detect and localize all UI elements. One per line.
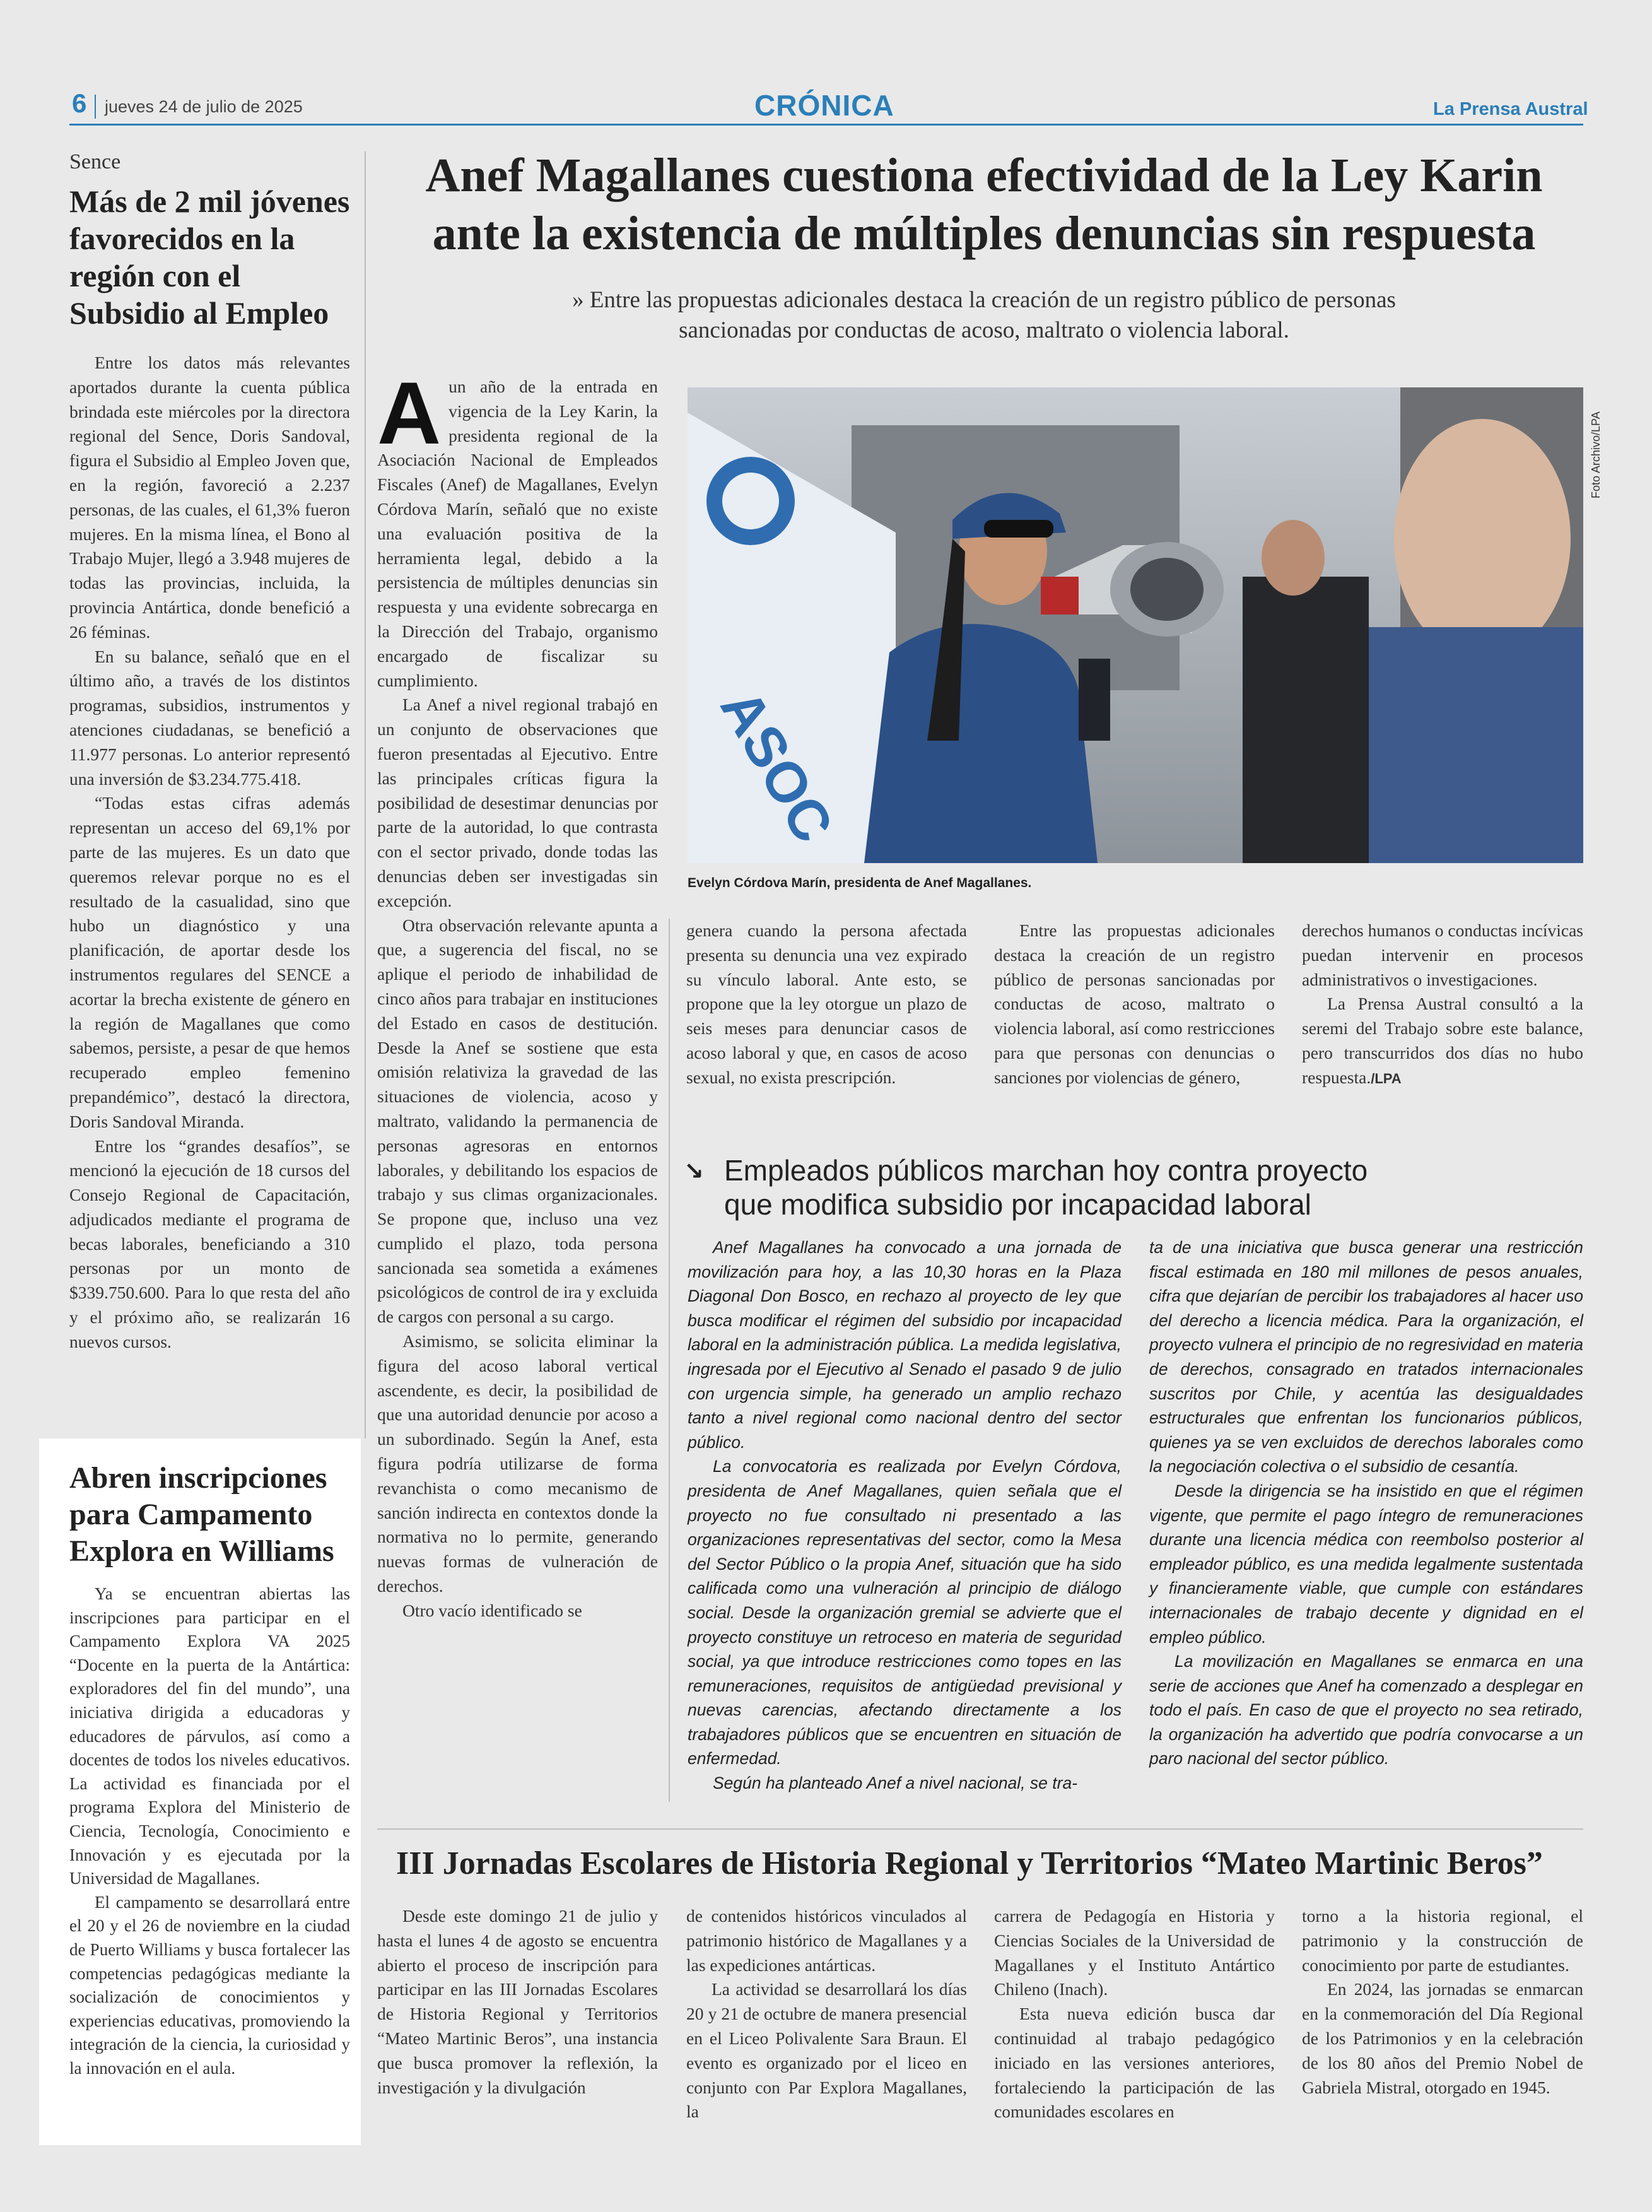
main-article-col1 (377, 363, 658, 1623)
article-photo (688, 387, 1583, 863)
issue-date: jueves 24 de julio de 2025 (105, 97, 303, 116)
column-divider (365, 151, 366, 1438)
sidebar-col2 (1149, 1235, 1583, 1771)
jornadas-col1 (377, 1904, 658, 2100)
paragraph: Asimismo, se solicita eliminar la figura del acoso laboral vertical ascendente, es decir, la posibilidad de que una autoridad denuncie por acoso a un subordinado. Según la Anef, esta figura podría utilizarse de forma revanchista o como mecanismo de sanción indirecta en contextos donde la normativa no lo permite, generando nuevas formas de vulneración de derechos. (377, 1331, 658, 1596)
column-divider (669, 919, 670, 1802)
paragraph: torno a la historia regional, el patrimonio y la construcción de conocimiento por parte de estudiantes. (1302, 1906, 1583, 1975)
lead-text: un año de la entrada en vigencia de la Ley Karin, la presidenta regional de la Asociación Nacional de Empleados Fiscales (Anef) de Magallanes, Evelyn Córdova Marín, señaló que no existe una evaluación positiva de la herramienta legal, debido a la persistencia de múltiples denuncias sin respuesta y una evidente sobrecarga en la Dirección del Trabajo, organismo encargado de fiscalizar su cumplimiento. (377, 377, 658, 690)
photo-caption: Evelyn Córdova Marín, presidenta de Anef Magallanes. (688, 876, 1032, 890)
paragraph: Entre las propuestas adicionales destaca la creación de un registro público de personas sancionadas por conductas de acoso, maltrato o violencia laboral, así como restricciones para que personas con denuncias o sanciones por violencias de género, (994, 921, 1275, 1087)
photo-credit: Foto Archivo/LPA (1590, 411, 1602, 498)
arrow-icon: ↘ (684, 1157, 704, 1185)
paragraph: La convocatoria es realizada por Evelyn Córdova, presidenta de Anef Magallanes, quien señala que el proyecto no fue consultado ni presentado a las organizaciones representativas del sector, como la Mesa del Sector Público o la propia Anef, situación que ha sido calificada como una vulneración al principio de diálogo social. Desde la organización gremial se advierte que el proyecto constituye un retroceso en materia de seguridad social, ya que introduce restricciones como topes en las remuneraciones, requisitos de antigüedad previsional y nuevas carencias, afectando directamente a los trabajadores públicos que se encuentren en situación de enfermedad. (688, 1457, 1122, 1768)
sidebar-headline: Empleados públicos marchan hoy contra proyecto que modifica subsidio por incapacidad laboral (724, 1154, 1368, 1221)
jornadas-col4 (1302, 1904, 1583, 2100)
paragraph: La movilización en Magallanes se enmarca en una serie de acciones que Anef ha comenzado a desplegar en todo el país. En caso de que el proyecto no sea retirado, la organización ha advertido que podría convocarse a un paro nacional del sector público. (1149, 1652, 1583, 1768)
paragraph: Otro vacío identificado se (402, 1600, 582, 1620)
main-article-col2 (686, 919, 967, 1090)
explora-body (69, 1582, 350, 2080)
paragraph: genera cuando la persona afectada presenta su denuncia una vez expirado su vínculo laboral. Ante esto, se propone que la ley otorgue un plazo de seis meses para denunciar casos de acoso laboral y que, en casos de acoso sexual, no exista prescripción. (686, 921, 967, 1087)
paragraph: Desde la dirigencia se ha insistido en que el régimen vigente, que permite el pago íntegro de remuneraciones durante una licencia médica con reembolso posterior al empleador público, es una medida legalmente sustentada y financieramente viable, que cumple con estándares internacionales de trabajo decente y dignidad en el empleo público. (1149, 1481, 1583, 1647)
newspaper-brand: La Prensa Austral (1433, 99, 1588, 119)
paragraph: Otra observación relevante apunta a que, a sugerencia del fiscal, no se aplique el periodo de inhabilidad de cinco años para trabajar en instituciones del Estado en casos de destitución. Desde la Anef se sostiene que esta omisión relativiza la gravedad de las situaciones de violencia, acoso y maltrato, validando la permanencia de personas agresoras en entornos laborales, y debilitando los espacios de trabajo y sus climas organizacionales. Se propone que, incluso una vez cumplido el plazo, toda persona sancionada sea sometida a exámenes psicológicos de control de ira y excluida de cargos con personal a su cargo. (377, 915, 658, 1327)
paragraph: En 2024, las jornadas se enmarcan en la conmemoración del Día Regional de los Patrimonios y en la celebración de los 80 años del Premio Nobel de Gabriela Mistral, otorgado en 1945. (1302, 1979, 1583, 2097)
header-rule (69, 124, 1583, 126)
jornadas-col3 (994, 1904, 1275, 2124)
paragraph: ta de una iniciativa que busca generar una restricción fiscal estimada en 180 mil millones de pesos anuales, cifra que dejarían de percibir los trabajadores al hacer uso del derecho a licencia médica. Para la organización, el proyecto vulnera el principio de no regresividad en materia de derechos, consagrado en tratados internacionales suscritos por Chile, y acentúa las desigualdades estructurales que enfrentan los funcionarios públicos, quienes ya se ven excluidos de derechos laborales como la negociación colectiva o el subsidio de cesantía. (1149, 1238, 1583, 1476)
sence-headline: Más de 2 mil jóvenes favorecidos en la región con el Subsidio al Empleo (69, 184, 350, 331)
main-article-col4 (1302, 919, 1583, 1091)
paragraph: Entre los “grandes desafíos”, se mencionó la ejecución de 18 cursos del Consejo Regional de Capacitación, adjudicados mediante el programa de becas laborales, beneficiando a 310 personas por un monto de $339.750.600. Para lo que resta del año y el próximo año, se realizarán 16 nuevos cursos. (69, 1136, 350, 1351)
protest-photo-illustration (688, 387, 1583, 863)
paragraph: Desde este domingo 21 de julio y hasta el lunes 4 de agosto se encuentra abierto el proceso de inscripción para participar en las III Jornadas Escolares de Historia Regional y Territorios “Mateo Martinic Beros”, una instancia que busca promover la reflexión, la investigación y la divulgación (377, 1906, 658, 2097)
paragraph: La Anef a nivel regional trabajó en un conjunto de observaciones que fueron presentadas al Ejecutivo. Entre las principales críticas figura la posibilidad de desestimar denuncias por parte de la autoridad, lo que contrasta con el sector privado, donde todas las denuncias deben ser investigadas sin excepción. (377, 695, 658, 910)
sidebar-col1 (688, 1235, 1122, 1796)
paragraph: Según ha planteado Anef a nivel nacional, se tra- (713, 1774, 1078, 1793)
jornadas-headline: III Jornadas Escolares de Historia Regional y Territorios “Mateo Martinic Beros” (396, 1845, 1543, 1881)
paragraph: En su balance, señaló que en el último año, a través de los distintos programas, subsidios, instrumentos y atenciones ciudadanas, se benefició a 11.977 personas. Lo anterior representó una inversión de $3.234.775.418. (69, 646, 350, 789)
paragraph: Ya se encuentran abiertas las inscripciones para participar en el Campamento Explora VA 2025 “Docente en la puerta de la Antártica: exploradores del fin del mundo”, una iniciativa dirigida a educadoras y educadores de párvulos, así como a docentes de todos los niveles educativos. La actividad es financiada por el programa Explora del Ministerio de Ciencia, Tecnología, Conocimiento e Innovación y es ejecutada por la Universidad de Magallanes. (69, 1584, 350, 1888)
paragraph (1302, 992, 1583, 1091)
paragraph: Esta nueva edición busca dar continuidad al trabajo pedagógico iniciado en las versiones anteriores, fortaleciendo la participación de las comunidades escolares en (994, 2004, 1275, 2122)
drop-cap: A (377, 363, 442, 462)
header-divider (95, 95, 96, 119)
main-article-col3 (994, 919, 1275, 1090)
sence-body (69, 351, 350, 1355)
closing-text: La Prensa Austral consultó a la seremi del Trabajo sobre este balance, pero transcurridos dos días no hubo respuesta. (1302, 994, 1583, 1087)
paragraph: Anef Magallanes ha convocado a una jornada de movilización para hoy, a las 10,30 horas en la Plaza Diagonal Don Bosco, en rechazo al proyecto de ley que busca modificar el régimen del subsidio por incapacidad laboral en la administración pública. La medida legislativa, ingresada por el Ejecutivo al Senado el pasado 9 de julio con urgencia simple, ha generado un amplio rechazo tanto a nivel regional como nacional dentro del sector público. (688, 1238, 1122, 1452)
sence-kicker: Sence (69, 150, 121, 174)
paragraph (377, 363, 658, 693)
main-headline: Anef Magallanes cuestiona efectividad de la Ley Karin ante la existencia de múltiples denuncias sin respuesta (425, 149, 1543, 260)
paragraph: El campamento se desarrollará entre el 20 y el 26 de noviembre en la ciudad de Puerto Williams y busca fortalecer las competencias pedagógicas mediante la socialización de conocimientos y experiencias educativas, promoviendo la integración de la ciencia, la curiosidad y la innovación en el aula. (69, 1892, 350, 2078)
section-divider (377, 1828, 1583, 1830)
paragraph: de contenidos históricos vinculados al patrimonio histórico de Magallanes y a las expediciones antárticas. (686, 1906, 967, 1975)
main-deck: » Entre las propuestas adicionales destaca la creación de un registro público de personas sancionadas por conductas de acoso, maltrato o violencia laboral. (572, 287, 1396, 343)
section-name: CRÓNICA (754, 89, 894, 122)
paragraph: carrera de Pedagogía en Historia y Ciencias Sociales de la Universidad de Magallanes y el Instituto Antártico Chileno (Inach). (994, 1906, 1275, 1999)
paragraph: Entre los datos más relevantes aportados durante la cuenta pública brindada este miércoles por la directora regional del Sence, Doris Sandoval, figura el Subsidio al Empleo Joven que, en la región, favoreció a 2.237 personas, de las cuales, el 61,3% fueron mujeres. En la misma línea, el Bono al Trabajo Mujer, llegó a 3.948 mujeres de todas las provincias, incluida, la provincia Antártica, donde benefició a 26 féminas. (69, 353, 350, 642)
signoff: /LPA (1371, 1070, 1402, 1086)
jornadas-col2 (686, 1904, 967, 2124)
svg-text:ASOC: ASOC (708, 679, 845, 853)
page-number: 6 (72, 88, 87, 118)
paragraph: “Todas estas cifras además representan un acceso del 69,1% por parte de las mujeres. Es un dato que queremos relevar porque no es el resultado de la casualidad, sino que hubo un diagnóstico y una planificación, de aportar desde los instrumentos regulares del SENCE a acortar la brecha existente de género en la región de Magallanes que como sabemos, persiste, a pesar de que hemos recuperado empleo femenino prepandémico”, destacó la directora, Doris Sandoval Miranda. (69, 793, 350, 1131)
explora-box (39, 1438, 361, 2145)
explora-headline: Abren inscripciones para Campamento Explora en Williams (69, 1461, 334, 1568)
paragraph: La actividad se desarrollará los días 20 y 21 de octubre de manera presencial en el Liceo Polivalente Sara Braun. El evento es organizado por el liceo en conjunto con Par Explora Magallanes, la (686, 1979, 967, 2122)
paragraph: derechos humanos o conductas incívicas puedan intervenir en procesos administrativos o investigaciones. (1302, 921, 1583, 989)
